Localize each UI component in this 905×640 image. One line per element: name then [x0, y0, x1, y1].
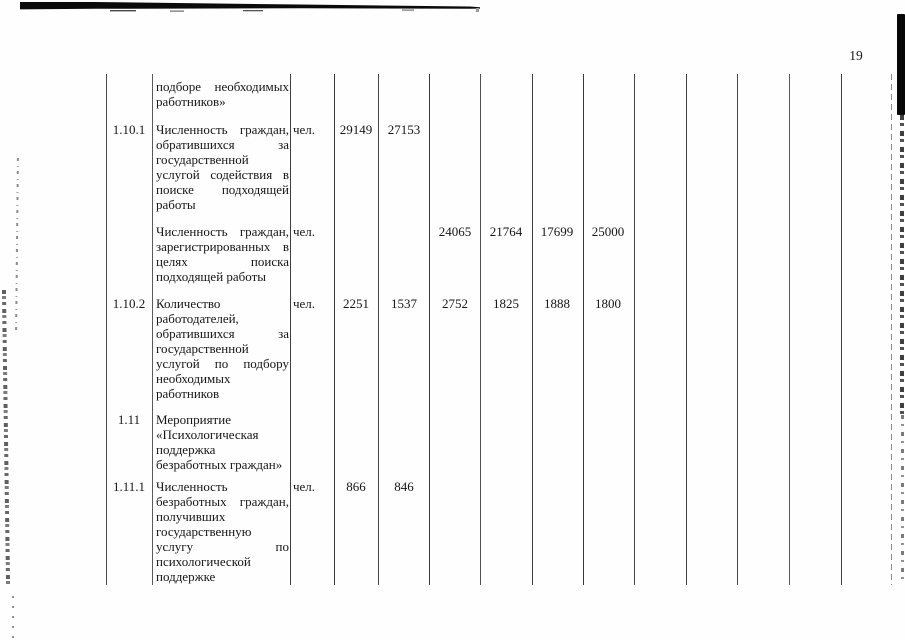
row-value: 1825 [493, 296, 519, 311]
row-value: 866 [346, 479, 366, 494]
row-description: Количество работодателей, обратившихся за государственной услугой по подбору необходимых работников [156, 296, 289, 401]
right-scan-bar [897, 14, 905, 115]
row-value: 27153 [387, 122, 421, 137]
row-description: Численность граждан, обратившихся за государственной услугой содействия в поиске подходящей работы [156, 122, 289, 212]
left-scan-marks-upper [15, 158, 19, 333]
row-value: 1800 [595, 296, 621, 311]
row-unit: чел. [293, 122, 316, 137]
row-value: 21764 [489, 224, 523, 239]
right-scan-dashes-upper [900, 115, 904, 415]
row-unit: чел. [293, 296, 316, 311]
left-scan-marks-lower [2, 290, 10, 584]
row-description: подборе необходимых работников» [156, 79, 289, 109]
table-column-line [841, 74, 842, 585]
row-number: 1.10.1 [112, 122, 146, 137]
table-column-line [334, 74, 335, 585]
row-number: 1.11.1 [112, 479, 146, 494]
top-scan-streak [0, 0, 905, 22]
table-column-line [152, 74, 153, 585]
left-scan-dots [12, 596, 14, 640]
table-right-border-dashed [891, 74, 892, 585]
table-column-line [106, 74, 107, 585]
right-scan-dashes-lower [901, 415, 904, 585]
row-unit: чел. [293, 479, 316, 494]
table-column-line [789, 74, 790, 585]
table-column-line [378, 74, 379, 585]
table-column-line [290, 74, 291, 585]
page-number: 19 [849, 48, 863, 63]
table-column-line [686, 74, 687, 585]
table-column-line [583, 74, 584, 585]
row-value: 2251 [343, 296, 369, 311]
row-unit: чел. [293, 224, 316, 239]
row-value: 1888 [544, 296, 570, 311]
row-value: 29149 [339, 122, 373, 137]
table-column-line [737, 74, 738, 585]
row-value: 1537 [391, 296, 417, 311]
row-description: Мероприятие «Психологическая поддержка безработных граждан» [156, 412, 283, 472]
row-value: 2752 [442, 296, 468, 311]
row-value: 24065 [438, 224, 472, 239]
row-value: 25000 [591, 224, 625, 239]
row-description: Численность безработных граждан, получивших государственную услугу по психологической поддержке [156, 479, 289, 584]
row-number: 1.10.2 [112, 296, 146, 311]
row-number: 1.11 [117, 412, 141, 427]
row-value: 17699 [540, 224, 574, 239]
table-column-line [429, 74, 430, 585]
row-value: 846 [394, 479, 414, 494]
table-column-line [634, 74, 635, 585]
row-description: Численность граждан, зарегистрированных в целях поиска подходящей работы [156, 224, 289, 284]
table-column-line [532, 74, 533, 585]
table-column-line [480, 74, 481, 585]
